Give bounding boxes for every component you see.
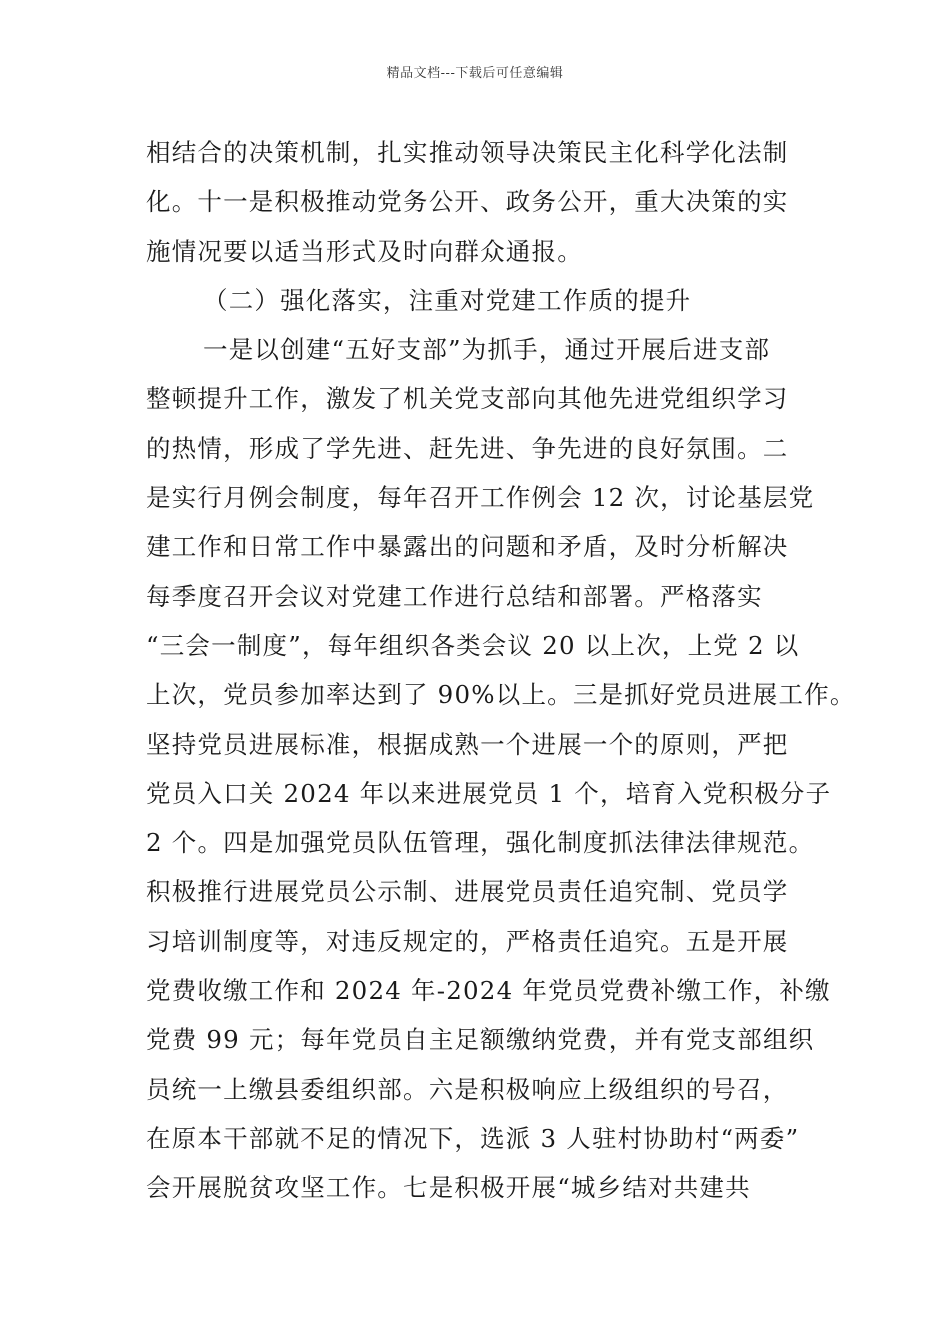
text-line: 党费收缴工作和 2024 年-2024 年党员党费补缴工作，补缴 [146, 976, 831, 1006]
text-line: 化。十一是积极推动党务公开、政务公开，重大决策的实 [146, 187, 789, 217]
text-line: 的热情，形成了学先进、赶先进、争先进的良好氛围。二 [146, 433, 789, 463]
text-line: 建工作和日常工作中暴露出的问题和矛盾，及时分析解决 [146, 532, 789, 562]
text-line: “三会一制度”，每年组织各类会议 20 以上次，上党 2 以 [146, 630, 800, 660]
text-line: 是实行月例会制度，每年召开工作例会 12 次，讨论基层党 [146, 483, 815, 513]
text-line: 党费 99 元；每年党员自主足额缴纳党费，并有党支部组织 [146, 1025, 815, 1055]
document-body [146, 128, 856, 1213]
text-line: 积极推行进展党员公示制、进展党员责任追究制、党员学 [146, 877, 789, 907]
text-line: 相结合的决策机制，扎实推动领导决策民主化科学化法制 [146, 138, 789, 167]
text-line: 施情况要以适当形式及时向群众通报。 [146, 236, 583, 266]
paragraph-start-line: 一是以创建“五好支部”为抓手，通过开展后进支部 [203, 335, 771, 365]
text-line: 党员入口关 2024 年以来进展党员 1 个，培育入党积极分子 [146, 778, 832, 808]
text-line: 2 个。四是加强党员队伍管理，强化制度抓法律法律规范。 [146, 828, 815, 858]
section-heading: （二）强化落实，注重对党建工作质的提升 [203, 285, 692, 315]
text-line: 员统一上缴县委组织部。六是积极响应上级组织的号召， [146, 1074, 789, 1104]
text-line: 整顿提升工作，激发了机关党支部向其他先进党组织学习 [146, 384, 789, 414]
page-header: 精品文档---下载后可任意编辑 [386, 66, 564, 81]
text-line: 上次，党员参加率达到了 90%以上。三是抓好党员进展工作。 [146, 680, 856, 710]
text-line: 坚持党员进展标准，根据成熟一个进展一个的原则，严把 [146, 729, 789, 759]
text-line: 习培训制度等，对违反规定的，严格责任追究。五是开展 [146, 926, 789, 956]
text-line: 会开展脱贫攻坚工作。七是积极开展“城乡结对共建共 [146, 1173, 751, 1203]
text-line: 每季度召开会议对党建工作进行总结和部署。严格落实 [146, 581, 763, 611]
text-line: 在原本干部就不足的情况下，选派 3 人驻村协助村“两委” [146, 1123, 800, 1153]
